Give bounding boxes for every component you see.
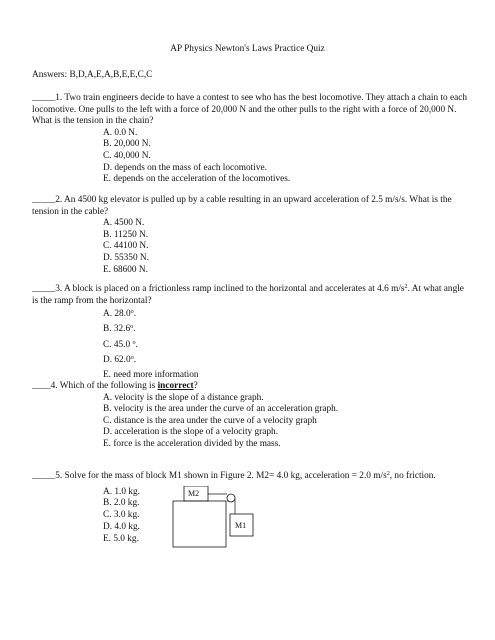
question-4-option-b: B. velocity is the area under the curve of an acceleration graph. — [103, 404, 339, 415]
question-1-option-a: A. 0.0 N. — [103, 127, 138, 138]
question-3-option-b: B. 32.6$^o$. — [103, 323, 136, 335]
question-2-option-a: A. 4500 N. — [103, 218, 145, 229]
question-3 — [32, 284, 468, 383]
question-4 — [32, 381, 468, 451]
question-3-option-a: A. 28.0$^o$. — [103, 308, 137, 320]
pulley-figure — [172, 486, 262, 548]
question-5-option-c: C. 3.0 kg. — [103, 510, 140, 521]
question-3-stem: _____3. A block is placed on a frictionless ramp inclined to the horizontal and accelerates at 4.6 $m/s^2$. At what angle is the ramp from the horizontal? — [32, 283, 464, 306]
question-1-stem: _____1. Two train engineers decide to have a contest to see who has the best locomotive. They attach a chain to each locomotive. One pulls to the left with a force of 20,000 N and the other pulls to the right with a force of 20,000 N. What is the tension in the chain? — [32, 93, 468, 127]
question-5-option-d: D. 4.0 kg. — [103, 521, 140, 532]
pulley-icon — [227, 494, 235, 502]
block-m1-label: M1 — [235, 521, 247, 530]
question-3-option-c: C. 45.0 $^o$. — [103, 338, 138, 350]
question-1-options — [103, 128, 468, 186]
question-1-option-c: C. 40,000 N. — [103, 150, 151, 161]
question-2 — [32, 195, 468, 276]
question-2-options — [103, 218, 468, 276]
question-4-option-e: E. force is the acceleration divided by the mass. — [103, 438, 281, 449]
question-1-option-d: D. depends on the mass of each locomotive. — [103, 162, 267, 173]
question-5-options — [103, 487, 468, 546]
question-3-option-e: E. need more information — [103, 370, 199, 380]
question-2-stem: _____2. An 4500 kg elevator is pulled up by a cable resulting in an upward acceleration of 2.5 m/s/s. What is the tension in the cable? — [32, 195, 452, 217]
question-3-option-d: D. 62.0$^o$. — [103, 353, 137, 365]
emphasis-incorrect: incorrect — [157, 381, 194, 391]
block-m2-label: M2 — [188, 489, 200, 498]
question-2-option-e: E. 68600 N. — [103, 264, 148, 275]
question-4-options — [103, 393, 468, 451]
page-title: AP Physics Newton's Laws Practice Quiz — [170, 44, 325, 54]
question-1-option-b: B. 20,000 N. — [103, 139, 151, 150]
question-2-option-b: B. 11250 N. — [103, 229, 149, 240]
question-3-options — [103, 307, 468, 383]
question-4-option-c: C. distance is the area under the curve of a velocity graph — [103, 415, 317, 426]
question-5-option-b: B. 2.0 kg. — [103, 498, 140, 509]
question-5-stem: _____5. Solve for the mass of block M1 shown in Figure 2. M2= 4.0 kg, acceleration = 2.0 $m/s^2$, no friction. — [32, 470, 436, 481]
question-1 — [32, 93, 468, 186]
question-1-option-e: E. depends on the acceleration of the locomotives. — [103, 174, 291, 185]
answer-key: Answers: B,D,A,E,A,B,E,E,C,C — [32, 70, 153, 80]
question-2-option-c: C. 44100 N. — [103, 241, 149, 252]
question-2-option-d: D. 55350 N. — [103, 252, 149, 263]
question-4-stem: ____4. Which of the following is incorrect? — [32, 381, 198, 391]
table-block — [173, 501, 226, 547]
question-4-option-a: A. velocity is the slope of a distance graph. — [103, 392, 264, 403]
question-4-option-d: D. acceleration is the slope of a velocity graph. — [103, 427, 279, 438]
question-5-option-e: E. 5.0 kg. — [103, 533, 139, 544]
question-5-option-a: A. 1.0 kg. — [103, 486, 140, 497]
